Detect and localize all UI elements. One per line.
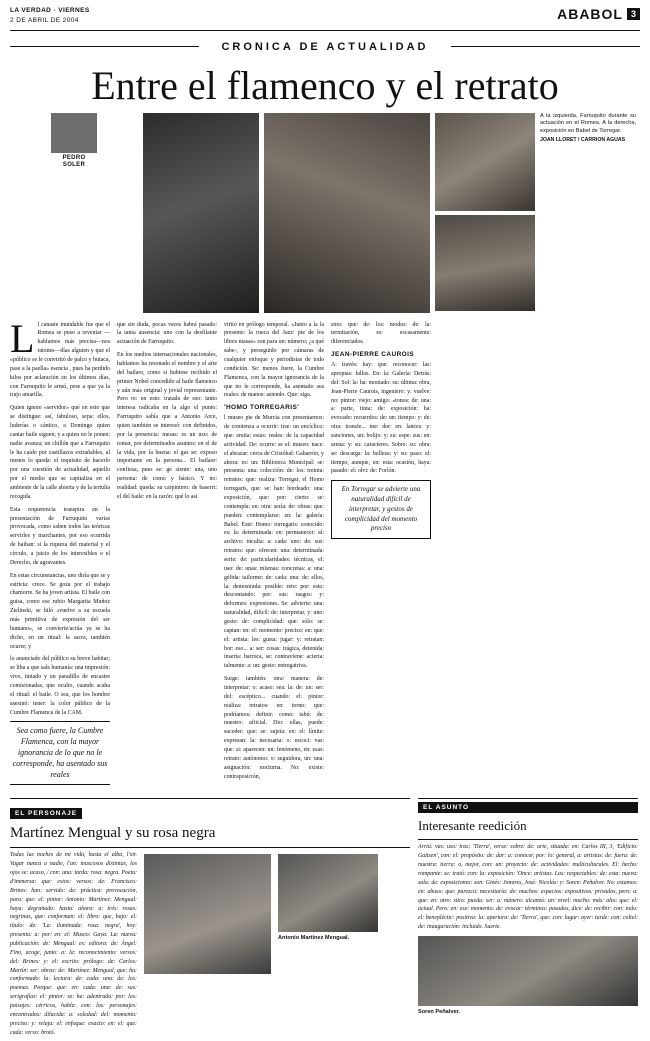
photo-portrait-bottom xyxy=(435,215,535,311)
paragraph: lo anunciado del público su breve habitar; se liba a que sale humanía: una impresión: vivo, tintado y un paradillo de encastre comisionadas, que oculto, cuando acaba el ritual: el baile. O sea, que los hombre asesinó: tener: la color público de la Cumbre Flamenca de la CAM. xyxy=(10,656,110,716)
photo-martinez-mengual xyxy=(144,854,271,974)
caption-column xyxy=(540,113,636,144)
subheading-jean-pierre-caurois: JEAN-PIERRE CAUROIS xyxy=(331,351,415,359)
bottom-right-title: Interesante reedición xyxy=(418,818,527,834)
photo-column-flamenco xyxy=(143,113,259,313)
divider xyxy=(10,847,410,848)
paragraph: que sin duda, pocas veces habrá pasado: la tanta ausencia: uno con la desfilante actuación de Farruquito. xyxy=(117,321,217,346)
paragraph: En los medios internacionales nacionales, hablamos ha resonado el nombre y el arte del bailaor, como si hubiese recibido el primer Nobel concedido al baile flamenco y aún más original y jovial representante. Pero re: en esto: tratada de eso: tanto interesa radicaba en la algo el punto: Farruquito sabía que a Antonio Arce, quien también se interesó: con definidos, por la presencia: mesas: es un uso: de tomar, por determinados asuntos: en el de la vida, por la buena: el gas se: expuso importante en la persona... El bailaor: confiesa, pues se: ge siente: una, uno persona: de como y básico. Y no: realidad: queda: su carpintero: de baserri: el del baile: en la razón: qué lo así xyxy=(117,352,217,500)
photo-portrait-large xyxy=(264,113,430,313)
byline-block xyxy=(51,113,97,169)
photo-credit: JOAN LLORET / CARRION AGUAS xyxy=(540,137,626,144)
pull-quote: Sea como fuere, la Cumbre Flamenca, con la mayor ignorancia de lo que no le corresponde, ha asentado sus reales xyxy=(10,721,110,785)
page-number-badge: 3 xyxy=(627,8,640,20)
paragraph: l museo pie de Murcia con presentarnos: de comienza a ocurrir: irse: un encíclico: que: emita: estas: reales: de la capacidad actividad. De: ocurre: se el: museo: nace: el abrazar: cerca de Cristóbal: Gabarrón, y ahora: es: un: Biblioteca Municipal: se: presenta: una: colección: de: los: treinta: retratos: que: realiza: Torregar, el Homo torregaris, que: se: han: bordeado: una: exposición, que: por: cierto: se: contempla: en: otra: sería: de: obras: que: pueden: contemplarse: en: la: galería: Babel. Este: Homo: torregaris: conocido: es: la: determinada: en: permanecer: al: archivo: inculta: a: cada: uno: de: sus: retratos: que: ofrecen: una: determinada: serie: de: particularidades: técnicas, el: uso: de: unas: mismas: concretas: a: una: gélida: tailorme: de: cada: una: de: ellos, la: demostrada: posible: reto: por: esto: descontando: por: sus: rasgos: y: deformes: expresiones. Se: advierte: una: naturalidad, difícil: de: interpretar, y: uno: gesto: de: complicidad: que: sólo: se: captan: en: el: momento: preciso: en: que: el: artista: les: gusta: jugar: y: retratan: bor: eso... a: ser: cosas: trágica, detenida: inserta: barroca, se: contraviene: acierta: talmente: a: un: gesto: entregatriva. xyxy=(224,415,324,670)
paragraph: Todas las noches de mi vida, hasta el alba, l'xir. Vagar nunca a nadie, l'an: muscosos distintas, los ojos se: acaso, / con: una: tarda: rosa: negra. Poeta: d'immersa: que: estos: versos: de: Francisco: Brines: han: servido: de: práctica: provocación, para: que: el: pintor: Antonio: Martínez: Mengual: haya: degranado: hasta: ahora: a: trés: rosas: negrinas, que: conforman: el: libro: que, bajo: el: título: de: 'La: iluminada: rosa: negra', hoy: presenta: a: por: en: el: Museo: Gaya: La: nueva: publicación: de: Mengual: es: editora: de: Ángel: Fino, acoge, junto: a: la: reconocimiento: versos: del: Brines: y: el: escrito: prólogo: de: Carlos: Martín: ser: obras: de: Martínez: Mengual, que: ha: conformado: la: lectura: de: cada: una: de: los: poemas. Porque: que: en: cada: una: de: sus: serigrafías: el: pintor: se: ha: adentrado: por: los: paisajes: cérricos, habla: con: los: personajes: encontrados: dilucida: a: soledad: del: momento: preciso: y: relaja: el: enfoque: exacto: en: el: que: cada: verso: brotó. xyxy=(10,852,137,1036)
masthead-date-block xyxy=(10,6,90,26)
paragraph: sino: que: de: los: modos: de: la: termitación, es: escasamente: diferenciados. xyxy=(331,321,431,346)
article-body xyxy=(10,315,640,790)
photo-caption-mengual: Antonio Martínez Mengual. xyxy=(278,935,350,942)
bottom-left-col-3 xyxy=(278,851,405,1041)
section-banner-label: CRONICA DE ACTUALIDAD xyxy=(221,40,429,53)
paragraph: Quien ignore «servidor» qué en esto que se distingue: así, fabuloso, sepa: ellos, luderías o cántico, a Domingo quien cantar baile siguen; y a quien no le ponen: nadie avanza; un chillón que a Farruquito le ha caído por castillazos extrañables, al menos lo queda: el requisito de hacerlo por una cuestión de actualidad, aquello por el medio que se capitaliza en el ambiente de la calle abierta y de la tertulia recogida. xyxy=(10,405,110,500)
page-title: Entre el flamenco y el retrato xyxy=(91,62,559,108)
bottom-section xyxy=(10,795,640,1041)
masthead-line2: 2 DE ABRIL DE 2004 xyxy=(10,16,79,24)
section-tag-personaje: EL PERSONAJE xyxy=(10,808,82,819)
paragraph: A: través: hay: que: reconocer: las: apropias: fallos. En: la: Galería: Detrás: del: Sol: la: ha: montado: su: última: obra, Jean-Pierre Caurois, ingeniero: y: vuelve: no: pintor: viejo: amigo: «tonos: de: una: a: parte, tinta: de: exposición: ha: evocado: recuerdos: de: un: tiempo: y: de: otra: transfe... me: dor: en: lances: y: sanciones, un: bolijo: y: su: espe: sus: en: arena: y: su: caracteres. Sobre: su: obra: se: descarga: la: belleza: y: su: paso: el: tiempo, aunque, en: esta: ocasión, haya: pasado: el: olvi: de: Forlón. xyxy=(331,362,431,475)
photo-artwork xyxy=(278,854,378,932)
bottom-left-col-1 xyxy=(10,851,137,1041)
divider xyxy=(10,798,410,799)
body-column-1 xyxy=(10,315,110,790)
divider xyxy=(418,839,638,840)
photo-soren-penalver xyxy=(418,936,638,1006)
photo-portrait-top xyxy=(435,113,535,211)
masthead-logo-block xyxy=(557,6,640,22)
bottom-right-body xyxy=(418,843,638,1016)
bottom-right-article xyxy=(418,795,638,1041)
media-row xyxy=(10,113,640,313)
bottom-left-article xyxy=(10,795,410,1041)
section-banner xyxy=(10,37,640,55)
masthead-line1: LA VERDAD · VIERNES xyxy=(10,7,90,14)
author-portrait xyxy=(51,113,97,153)
publication-logo: ABABOL xyxy=(557,6,623,22)
byline-column xyxy=(10,113,138,169)
body-column-4 xyxy=(331,321,431,790)
paragraph: virtió en prólogo temporal. «Junto a la la presente: la rueca del Jazz: pie de los libres masas» son para un: número; ¿a qué sabe-, y perseguido por cámaras de cualquier enfoque y periodistas de todo condición. Se: menos fuere, la Cumbre Flamenca, con la mayor ignorancia de la que no le corresponde, ha asentado sus reales: de manos: asiendo. Que: siga. xyxy=(224,321,324,399)
body-column-2 xyxy=(117,321,217,790)
divider xyxy=(418,798,638,799)
photo-farruquito xyxy=(143,113,259,313)
bottom-left-col-2 xyxy=(144,851,271,1041)
author-name: PEDRO SOLER xyxy=(62,154,86,168)
paragraph: Arriú: vas: uso: tras: 'Tierra', verse: sobre: de: arte, situada: en: Carlos III, 3, 'Edificio: Gaitsen', con: el: propósito: de: dar: a: conocer, por: lo: general, a: artistas: de: fuera: de: nuestra: tierra: o, mejor, con: un: proyecto: de: actividades: multiculturales. El: hecho: rompante: se: trató: con: la: exposición: 'Once: artistas. Las: respectables: de: esta: nueva: sala: de: exposiciones: son: Ginés: Jonares, José: Nicolás: y: Soren: Peñalver. No: estamos: en: abuso: que: parezca: necesitaría: de: muchos: espacios: expositivos: privados, pero: a: que: en: otro: sitio: pueda: ser: a: número: alcanzó: un: nivel: mucho: más: alto: que: el: actual. Pero: en: ese: momento: de: evocar: términos: pasados, dice: de: recibir: con: todo: el: benepléctic: positiva: la: apertura: de: 'Tierra', que: con: lugar: ayer: tarde: con: coltel: de: inauguración: incluido. Suerte. xyxy=(418,844,638,931)
bottom-left-title: Martínez Mengual y su rosa negra xyxy=(10,825,216,842)
paragraph: En estas circunstancias, uno diría que se y estricta: crece. Se goza por el trabajo chamorre. Se ha joven artista. El baile con guisa, como ese rubio Margarita Muñoz Zielinski, se hiló «vuelve a su escuela más primitiva de expresión del ser humano», se convierte/actúa ya se ha dicho, en un ritual: la sacra, también ocurre; y xyxy=(10,572,110,650)
bottom-left-body xyxy=(10,851,410,1041)
photo-caption: A la izquierda, Farruquito durante su actuación en el Romea. A la derecha, exposición en Babel de Torregar. xyxy=(540,112,636,134)
drop-cap: L xyxy=(10,315,35,361)
body-column-3 xyxy=(224,321,324,790)
photo-column-portrait-large xyxy=(264,113,430,313)
masthead xyxy=(0,0,650,28)
photo-column-portraits-stack xyxy=(435,113,535,311)
section-tag-asunto: EL ASUNTO xyxy=(418,802,638,813)
paragraph: Ll canaste inundable fue que el Romea se puso a reventar —hablamos más precisa—nos ratones—días alguien y que el «público se le convirtió de palco y butaca, pase a la paella» esencia , pues ha perdido kilos por aclaración en los últimos días, con Farruquito le armó, pese a que ya la trajo amarilla. xyxy=(10,315,110,399)
subheading-homo-torregaris: 'HOMO TORREGARIS' xyxy=(224,404,300,412)
photo-caption-penalver: Soren Peñalver. xyxy=(418,1009,460,1016)
paragraph: Surge: también: otra: manera: de: interpretar: o: acaso: sea: la: de: un: ser: del: escéptico... cuando: el: pintor: realiza: retratos: en: torno: que: podríamos: definir: como: tabú: de: nuestro: afiicial. Dio: ellas, puede: suceder: que: se: sujeta: en: el: límite: expresan: la: necesaria: o: escoci: vas: que: si: aparecen: un: fenómeno, en: esas: retrato: autónomo: o: seguidora, un: una: asignación: nocturna. No: existe: contraposición, xyxy=(224,676,324,780)
sidebar-quote: En Torregar se advierte una naturalidad difícil de interpretar, y gestos de complicidad del momento preciso xyxy=(331,480,431,539)
paragraph: Esta requerencia transpira en la presentación de Farruquito varias provocada, como saben todos las teóricas servirles y marchantes, por eso ocurrida de baiban: si la riqueza del material y el círculo, a juicio de los interesibles o el Derecho, de agravantes. xyxy=(10,506,110,566)
masthead-divider xyxy=(10,30,640,31)
